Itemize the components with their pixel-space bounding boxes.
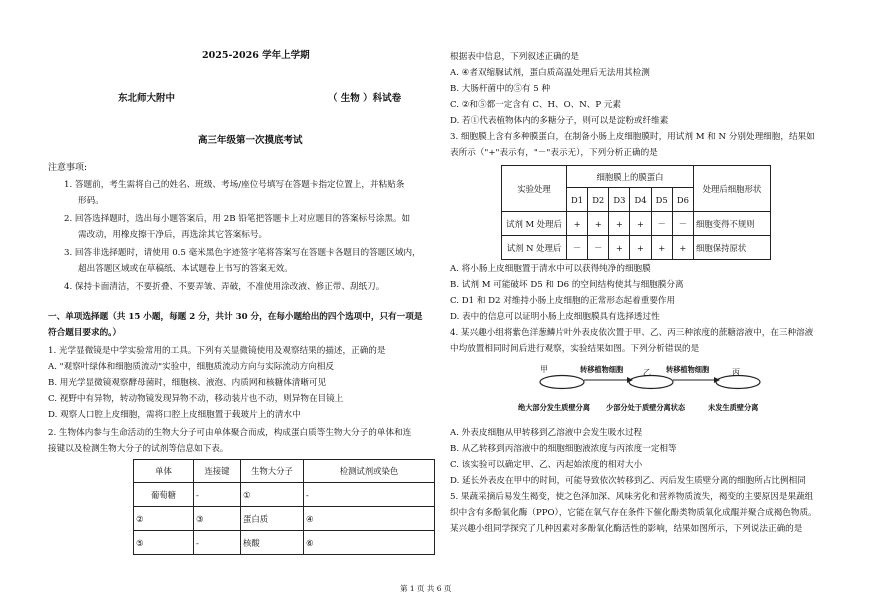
table-cell: - bbox=[194, 483, 241, 507]
q3-option: A. 将小肠上皮细胞置于清水中可以获得纯净的细胞膜 bbox=[450, 264, 651, 274]
table-header: 单体 bbox=[134, 460, 194, 483]
table-cell: - bbox=[304, 483, 435, 507]
q1-option: A. "观察叶绿体和细胞质流动"实验中，细胞质流动方向与实际流动方向相反 bbox=[48, 362, 334, 372]
state-label: 未发生质壁分离 bbox=[708, 403, 759, 412]
table-row bbox=[134, 507, 435, 531]
table-header: 检测试剂或染色 bbox=[304, 460, 435, 483]
arrow-label: 转移植物细胞 bbox=[580, 365, 624, 374]
q4-diagram bbox=[518, 365, 768, 418]
q3-option: C. D1 和 D2 对维持小肠上皮细胞的正常形态起着重要作用 bbox=[450, 296, 676, 306]
table-subheader: D6 bbox=[672, 188, 693, 212]
q3-option: B. 试剂 M 可能破坏 D5 和 D6 的空间结构使其与细胞膜分离 bbox=[450, 280, 684, 290]
q4-option: D. 延长外表皮在甲中的时间，可能导致依次转移到乙、丙后发生质壁分离的细胞所占比例相同 bbox=[450, 476, 806, 486]
q4-stem: 4. 某兴趣小组将紫色洋葱鳞片叶外表皮依次置于甲、乙、丙三种浓度的蔗糖溶液中，在三种溶液 bbox=[450, 328, 814, 338]
exam-year: 2025-2026 学年上学期 bbox=[202, 50, 310, 61]
table-cell: + bbox=[567, 212, 588, 236]
q3-table bbox=[501, 165, 771, 260]
q4-stem: 中均放置相同时间后进行观察，实验结果如图。下列分析错误的是 bbox=[450, 344, 700, 354]
notice-line: 形码。 bbox=[78, 196, 104, 206]
table-cell: + bbox=[630, 236, 651, 260]
notice-line: 需改动，用橡皮擦干净后，再选涂其它答案标号。 bbox=[78, 230, 268, 240]
exam-title: 高三年级第一次摸底考试 bbox=[198, 135, 303, 146]
label-yi: 乙 bbox=[643, 368, 651, 377]
table-row bbox=[502, 212, 771, 236]
table-subheader: D4 bbox=[630, 188, 651, 212]
table-header: 细胞膜上的膜蛋白 bbox=[567, 166, 694, 188]
table-row bbox=[502, 236, 771, 260]
notice-line: 1. 答题前，考生需将自己的姓名、班级、考场/座位号填写在答题卡指定位置上，并粘贴条 bbox=[64, 180, 405, 190]
q4-option: B. 从乙转移到丙溶液中的细胞细胞液浓度与丙浓度一定相等 bbox=[450, 444, 677, 454]
table-cell: + bbox=[672, 236, 693, 260]
q2-option: B. 大肠杆菌中的⑤有 5 种 bbox=[450, 84, 551, 94]
q5-text: 织中含有多酚氧化酶（PPO），它能在氧气存在条件下催化酚类物质氧化成醌并聚合成褐色物质。 bbox=[450, 508, 817, 518]
q3-stem: 3. 细胞膜上含有多种膜蛋白，在制备小肠上皮细胞膜时，用试剂 M 和 N 分别处理细胞，结果如 bbox=[450, 132, 815, 142]
q2-option: A. ④者双缩脲试剂，蛋白质高温处理后无法用其检测 bbox=[450, 68, 650, 78]
table-cell: － bbox=[651, 212, 672, 236]
table-cell: ① bbox=[241, 483, 304, 507]
notice-line: 2. 回答选择题时，选出每小题答案后，用 2B 铅笔把答题卡上对应题目的答案标号涂黑。如 bbox=[64, 214, 411, 224]
q1-option: B. 用光学显微镜观察酵母菌时，细胞核、液泡、内质网和核糖体清晰可见 bbox=[48, 378, 327, 388]
q3-stem: 表所示（"+"表示有，"－"表示无），下列分析正确的是 bbox=[450, 148, 658, 158]
table-cell: + bbox=[651, 236, 672, 260]
table-cell: 核酸 bbox=[241, 531, 304, 555]
q2-stem: 2. 生物体内参与生命活动的生物大分子可由单体聚合而成，构成蛋白质等生物大分子的单体和连 bbox=[48, 428, 412, 438]
subject-title: （ 生物 ）科试卷 bbox=[328, 93, 402, 104]
table-cell: ④ bbox=[304, 507, 435, 531]
table-cell: － bbox=[672, 212, 693, 236]
table-cell: － bbox=[588, 236, 609, 260]
table-cell: 试剂 M 处理后 bbox=[502, 212, 567, 236]
table-cell: + bbox=[609, 236, 630, 260]
notice-line: 3. 回答非选择题时，请使用 0.5 毫米黑色字迹签字笔将答案写在答题卡各题目的答题区域内， bbox=[64, 248, 421, 258]
q2-stem: 接键以及检测生物大分子的试剂等信息如下表。 bbox=[48, 444, 229, 454]
q2-option: D. 若①代表植物体内的多糖分子，则可以是淀粉或纤维素 bbox=[450, 116, 669, 126]
table-cell: + bbox=[630, 212, 651, 236]
q2-table bbox=[133, 459, 435, 555]
state-label: 绝大部分发生质壁分离 bbox=[518, 403, 590, 412]
table-cell: 葡萄糖 bbox=[134, 483, 194, 507]
section-title: 一、单项选择题（共 15 小题，每题 2 分，共计 30 分，在每小题给出的四个选项中，只有一项是 bbox=[48, 312, 423, 322]
q2-lead: 根据表中信息，下列叙述正确的是 bbox=[450, 52, 579, 62]
q5-text: 5. 果蔬采摘后易发生褐变，使之色泽加深、风味劣化和营养物质流失，褐变的主要原因是果蔬组 bbox=[450, 492, 814, 502]
table-subheader: D5 bbox=[651, 188, 672, 212]
table-header: 连接键 bbox=[194, 460, 241, 483]
section-title: 符合题目要求的。） bbox=[48, 328, 122, 338]
q2-option: C. ②和⑤都一定含有 C、H、O、N、P 元素 bbox=[450, 100, 622, 110]
table-cell: 试剂 N 处理后 bbox=[502, 236, 567, 260]
table-cell: ⑥ bbox=[304, 531, 435, 555]
q3-option: D. 表中的信息可以证明小肠上皮细胞膜具有选择透过性 bbox=[450, 312, 660, 322]
table-row bbox=[134, 531, 435, 555]
table-header: 实验处理 bbox=[502, 166, 567, 212]
beaker-jia-icon bbox=[540, 376, 584, 389]
notice-line: 4. 保持卡面清洁，不要折叠、不要弄皱、弄破，不准使用涂改液、修正带、刮纸刀。 bbox=[64, 282, 385, 292]
table-cell: + bbox=[609, 212, 630, 236]
table-cell: 细胞保持原状 bbox=[694, 236, 771, 260]
table-cell: + bbox=[588, 212, 609, 236]
q4-option: A. 外表皮细胞从甲转移到乙溶液中会发生吸水过程 bbox=[450, 428, 643, 438]
table-subheader: D3 bbox=[609, 188, 630, 212]
label-jia: 甲 bbox=[540, 365, 548, 374]
table-subheader: D2 bbox=[588, 188, 609, 212]
table-row bbox=[134, 483, 435, 507]
table-subheader: D1 bbox=[567, 188, 588, 212]
arrow-label: 转移植物细胞 bbox=[666, 365, 710, 374]
q5-text: 某兴趣小组同学探究了几种因素对多酚氧化酶活性的影响，结果如图所示，下列说法正确的是 bbox=[450, 524, 803, 534]
table-cell: － bbox=[567, 236, 588, 260]
table-cell: - bbox=[194, 531, 241, 555]
page-footer: 第 1 页 共 6 页 bbox=[400, 584, 452, 593]
q1-option: C. 视野中有异物，转动物镜发现异物不动，移动装片也不动，则异物在目镜上 bbox=[48, 394, 344, 404]
school-name: 东北师大附中 bbox=[118, 93, 176, 104]
table-cell: ② bbox=[134, 507, 194, 531]
label-bing: 丙 bbox=[732, 368, 740, 377]
state-label: 少部分处于质壁分离状态 bbox=[606, 403, 686, 412]
table-header: 生物大分子 bbox=[241, 460, 304, 483]
notice-line: 超出答题区域或在草稿纸、本试题卷上书写的答案无效。 bbox=[78, 264, 293, 274]
table-cell: ⑤ bbox=[134, 531, 194, 555]
table-cell: ③ bbox=[194, 507, 241, 531]
beaker-yi-icon bbox=[629, 376, 673, 389]
q1-option: D. 观察人口腔上皮细胞，需将口腔上皮细胞置于载玻片上的清水中 bbox=[48, 410, 301, 420]
q4-option: C. 该实验可以确定甲、乙、丙起始浓度的相对大小 bbox=[450, 460, 643, 470]
table-cell: 蛋白质 bbox=[241, 507, 304, 531]
notice-title: 注意事项: bbox=[48, 163, 88, 173]
table-cell: 细胞变得不规则 bbox=[694, 212, 771, 236]
q1-stem: 1. 光学显微镜是中学实验常用的工具。下列有关显微镜使用及观察结果的描述，正确的是 bbox=[48, 346, 386, 356]
table-header: 处理后细胞形状 bbox=[694, 166, 771, 212]
